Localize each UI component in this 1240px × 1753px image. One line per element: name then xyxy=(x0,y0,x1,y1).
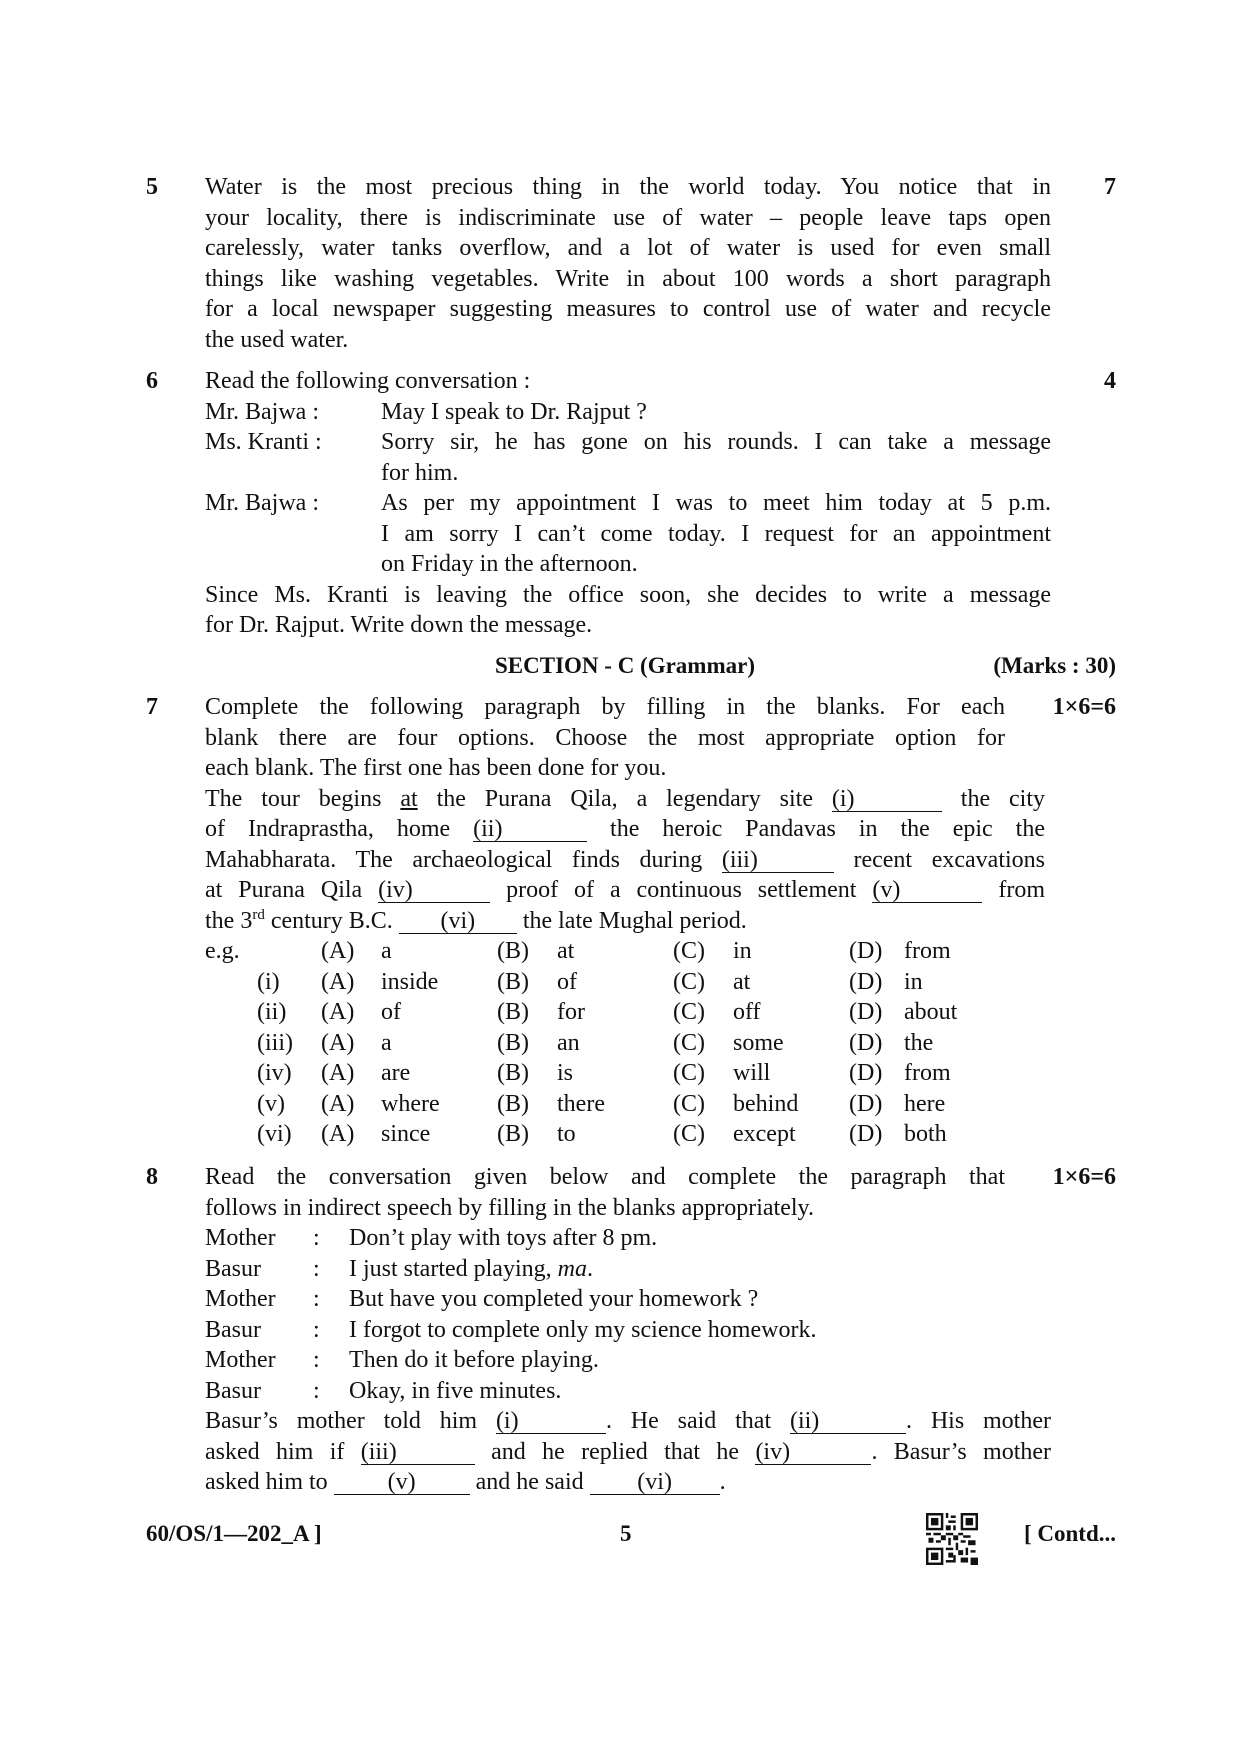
option-letter: (D) xyxy=(849,1060,883,1086)
option-letter: (B) xyxy=(497,968,529,995)
paragraph-text: Basur’s mother told him xyxy=(205,1408,496,1434)
option-label: (vi) xyxy=(257,1121,292,1147)
passage-text: the city xyxy=(941,785,1045,812)
passage-text: of Indraprastha, home xyxy=(205,816,474,842)
passage-text: proof of a continuous settlement xyxy=(490,877,873,903)
dialogue-row xyxy=(205,1223,1005,1254)
passage-text: at Purana Qila xyxy=(205,877,379,903)
options-table xyxy=(205,936,1005,1150)
colon: : xyxy=(313,1225,320,1251)
option-answer: where xyxy=(381,1090,440,1117)
qr-code-icon xyxy=(926,1513,978,1565)
contd-label: [ Contd... xyxy=(1023,1521,1116,1546)
passage-line xyxy=(205,814,1045,845)
colon: : xyxy=(313,1377,320,1404)
option-letter: (A) xyxy=(321,938,355,964)
dialogue-text: I forgot to complete only my science homework. xyxy=(349,1316,817,1343)
option-answer: a xyxy=(381,938,392,964)
option-letter: (A) xyxy=(321,999,355,1025)
task-line: for Dr. Rajput. Write down the message. xyxy=(205,612,593,638)
option-label: (i) xyxy=(257,968,280,995)
option-letter: (D) xyxy=(849,968,883,995)
instruction-line: Read the conversation given below and complete the paragraph that xyxy=(205,1164,1005,1190)
colon: : xyxy=(313,1255,320,1282)
option-letter: (D) xyxy=(849,1090,883,1117)
dialogue-end: . xyxy=(586,1255,593,1282)
option-answer: will xyxy=(733,1060,771,1086)
paragraph-line xyxy=(205,1406,1051,1437)
option-label: (v) xyxy=(257,1090,285,1117)
option-letter: (A) xyxy=(321,1060,355,1086)
dialogue-row xyxy=(205,1254,1005,1285)
option-letter: (B) xyxy=(497,999,529,1025)
page-number: 5 xyxy=(620,1521,632,1546)
passage-text: the late Mughal period. xyxy=(516,907,747,934)
option-row xyxy=(205,936,1005,967)
dialogue-line xyxy=(349,1376,1005,1407)
option-answer: of xyxy=(557,968,577,995)
blank: (vi) xyxy=(399,909,517,934)
option-row xyxy=(205,1119,1005,1150)
question-text xyxy=(205,1162,1052,1498)
paragraph-text: . He said that xyxy=(605,1408,790,1434)
text-line: your locality, there is indiscriminate use of water – people leave taps open xyxy=(205,204,1051,231)
option-letter: (C) xyxy=(673,999,705,1025)
instruction-line: blank there are four options. Choose the most appropriate option for xyxy=(205,724,1005,751)
option-letter: (C) xyxy=(673,1029,705,1056)
paragraph-line xyxy=(205,1437,1051,1468)
option-row xyxy=(205,1058,1005,1089)
option-answer: off xyxy=(733,999,761,1025)
dialogue-text: Then do it before playing. xyxy=(349,1347,599,1373)
speaker: Mr. Bajwa : xyxy=(205,490,319,516)
text-line: for a local newspaper suggesting measures to control use of water and recycle xyxy=(205,296,1051,322)
question-marks: 7 xyxy=(1104,174,1116,200)
option-letter: (A) xyxy=(321,968,355,995)
paragraph-text: . xyxy=(719,1469,726,1495)
blank: (v) xyxy=(872,878,982,903)
option-answer: are xyxy=(381,1060,411,1086)
section-marks: (Marks : 30) xyxy=(993,653,1116,678)
dialogue-line xyxy=(349,1345,1005,1376)
dialogue-line: As per my appointment I was to meet him today at 5 p.m. xyxy=(381,490,1051,516)
passage-text: from xyxy=(982,877,1045,903)
indirect-paragraph xyxy=(205,1406,1051,1498)
question-intro: Read the following conversation : xyxy=(205,368,531,394)
option-letter: (B) xyxy=(497,1090,529,1117)
text-line: the used water. xyxy=(205,326,349,353)
option-answer: since xyxy=(381,1121,431,1147)
option-row xyxy=(205,1089,1005,1120)
option-letter: (A) xyxy=(321,1090,355,1117)
option-answer: there xyxy=(557,1090,605,1117)
colon: : xyxy=(313,1286,320,1312)
speaker: Mother xyxy=(205,1286,276,1312)
dialogue-row xyxy=(205,1315,1005,1346)
dialogue-line: for him. xyxy=(381,459,459,486)
option-answer: to xyxy=(557,1121,576,1147)
option-answer: from xyxy=(904,1060,951,1086)
option-answer: from xyxy=(904,938,951,964)
speaker: Mother xyxy=(205,1225,276,1251)
option-answer: behind xyxy=(733,1090,799,1117)
option-answer: an xyxy=(557,1029,580,1056)
dialogue-line: on Friday in the afternoon. xyxy=(381,551,638,577)
dialogue-line: May I speak to Dr. Rajput ? xyxy=(381,398,647,425)
option-letter: (C) xyxy=(673,938,705,964)
speaker: Mr. Bajwa : xyxy=(205,398,319,425)
text-line: things like washing vegetables. Write in about 100 words a short paragraph xyxy=(205,265,1051,292)
paragraph-text: and he said xyxy=(469,1469,590,1495)
dialogue-row xyxy=(205,1345,1005,1376)
option-letter: (B) xyxy=(497,1060,529,1086)
blank: (v) xyxy=(334,1470,470,1495)
blank: (iii) xyxy=(722,848,834,873)
blank: (iii) xyxy=(361,1440,475,1465)
option-answer: both xyxy=(904,1121,947,1147)
dialogue-row xyxy=(205,488,1051,580)
question-text xyxy=(205,692,1045,1150)
speaker: Ms. Kranti : xyxy=(205,429,322,455)
question-number: 8 xyxy=(146,1164,158,1190)
dialogue-line xyxy=(349,1315,1005,1346)
passage xyxy=(205,784,1045,937)
option-letter: (A) xyxy=(321,1121,355,1147)
passage-line xyxy=(205,784,1045,815)
option-letter: (C) xyxy=(673,1121,705,1147)
option-answer: a xyxy=(381,1029,392,1056)
option-row xyxy=(205,1028,1005,1059)
option-answer: in xyxy=(904,968,923,995)
question-text xyxy=(205,172,1051,355)
dialogue-line xyxy=(349,1223,1005,1254)
text-line: Water is the most precious thing in the world today. You notice that in xyxy=(205,174,1051,200)
question-marks: 1×6=6 xyxy=(1052,694,1116,720)
colon: : xyxy=(313,1347,320,1373)
option-answer: at xyxy=(733,968,751,995)
dialogue-text: Don’t play with toys after 8 pm. xyxy=(349,1225,658,1251)
option-letter: (B) xyxy=(497,1029,529,1056)
dialogue-line xyxy=(349,1254,1005,1285)
option-answer: about xyxy=(904,999,958,1025)
paragraph-text: asked him to xyxy=(205,1469,334,1495)
dialogue-row xyxy=(205,397,1051,428)
option-label: (iii) xyxy=(257,1029,293,1056)
option-answer: the xyxy=(904,1029,934,1056)
dialogue xyxy=(205,1223,1005,1406)
paragraph-text: asked him if xyxy=(205,1438,361,1465)
option-letter: (D) xyxy=(849,999,883,1025)
blank: (iv) xyxy=(755,1440,871,1465)
dialogue-italic: ma xyxy=(557,1255,587,1282)
passage-text: recent excavations xyxy=(833,846,1045,873)
speaker: Mother xyxy=(205,1347,276,1373)
passage-text: the heroic Pandavas in the epic the xyxy=(587,816,1045,842)
option-letter: (B) xyxy=(497,938,529,964)
paragraph-text: . Basur’s mother xyxy=(871,1438,1052,1465)
passage-line xyxy=(205,845,1045,876)
option-letter: (D) xyxy=(849,1029,883,1056)
option-label: (iv) xyxy=(257,1060,292,1086)
blank: (i) xyxy=(496,1409,606,1434)
option-letter: (D) xyxy=(849,938,883,964)
option-answer: here xyxy=(904,1090,946,1117)
blank: (ii) xyxy=(473,817,587,842)
speaker: Basur xyxy=(205,1377,261,1404)
option-letter: (C) xyxy=(673,968,705,995)
paragraph-text: . His mother xyxy=(905,1408,1051,1434)
example-answer: at xyxy=(400,785,418,812)
option-label: e.g. xyxy=(205,938,240,964)
paper-code: 60/OS/1—202_A ] xyxy=(146,1521,322,1546)
superscript: rd xyxy=(252,906,265,923)
question-marks: 4 xyxy=(1104,368,1116,394)
speaker: Basur xyxy=(205,1255,261,1282)
option-answer: in xyxy=(733,938,752,964)
question-number: 5 xyxy=(146,174,158,200)
option-label: (ii) xyxy=(257,999,287,1025)
option-letter: (C) xyxy=(673,1060,705,1086)
speaker: Basur xyxy=(205,1316,261,1343)
dialogue-line: Sorry sir, he has gone on his rounds. I can take a message xyxy=(381,429,1051,455)
option-answer: some xyxy=(733,1029,784,1056)
option-letter: (C) xyxy=(673,1090,705,1117)
option-row xyxy=(205,967,1005,998)
instruction-line: each blank. The first one has been done for you. xyxy=(205,755,667,781)
dialogue-text: Okay, in five minutes. xyxy=(349,1377,562,1404)
blank: (i) xyxy=(832,787,942,812)
option-answer: inside xyxy=(381,968,439,995)
option-letter: (D) xyxy=(849,1121,883,1147)
option-answer: for xyxy=(557,999,585,1025)
instruction-line: follows in indirect speech by filling in the blanks appropriately. xyxy=(205,1194,814,1221)
question-marks: 1×6=6 xyxy=(1052,1164,1116,1190)
option-answer: except xyxy=(733,1121,796,1147)
option-letter: (A) xyxy=(321,1029,355,1056)
blank: (iv) xyxy=(378,878,490,903)
passage-text: the 3 xyxy=(205,907,253,934)
option-letter: (B) xyxy=(497,1121,529,1147)
blank: (ii) xyxy=(790,1409,906,1434)
paragraph-text: and he replied that he xyxy=(474,1438,756,1465)
passage-line xyxy=(205,906,1045,937)
question-number: 7 xyxy=(146,694,158,720)
question-number: 6 xyxy=(146,368,158,394)
passage-text: Mahabharata. The archaeological finds during xyxy=(205,846,722,873)
text-line: carelessly, water tanks overflow, and a lot of water is used for even small xyxy=(205,235,1051,261)
colon: : xyxy=(313,1316,320,1343)
option-answer: at xyxy=(557,938,575,964)
dialogue-line xyxy=(349,1284,1005,1315)
passage-text: century B.C. xyxy=(264,907,399,934)
passage-line xyxy=(205,875,1045,906)
dialogue-row xyxy=(205,1284,1005,1315)
dialogue-text: But have you completed your homework ? xyxy=(349,1286,759,1312)
option-answer: of xyxy=(381,999,401,1025)
dialogue-text: I just started playing, xyxy=(349,1255,558,1282)
dialogue-row xyxy=(205,427,1051,488)
dialogue-row xyxy=(205,1376,1005,1407)
dialogue-line: I am sorry I can’t come today. I request for an appointment xyxy=(381,520,1051,547)
section-title: SECTION - C (Grammar) xyxy=(495,653,755,678)
option-answer: is xyxy=(557,1060,574,1086)
blank: (vi) xyxy=(590,1470,720,1495)
instruction-line: Complete the following paragraph by filling in the blanks. For each xyxy=(205,694,1005,720)
passage-text: the Purana Qila, a legendary site xyxy=(417,785,832,812)
task-line: Since Ms. Kranti is leaving the office soon, she decides to write a message xyxy=(205,581,1051,608)
passage-text: The tour begins xyxy=(205,785,401,812)
question-text xyxy=(205,366,1051,641)
paragraph-line xyxy=(205,1467,1051,1498)
option-row xyxy=(205,997,1005,1028)
